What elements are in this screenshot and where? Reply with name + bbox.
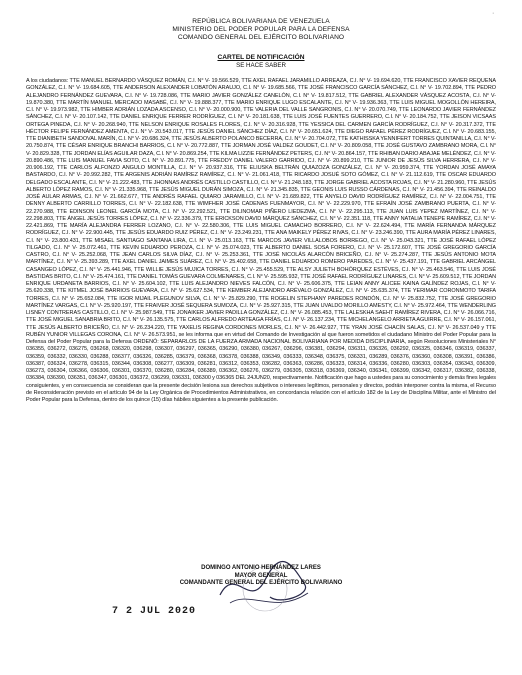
signatory-position: COMANDANTE GENERAL DEL EJÉRCITO BOLIVARIANO: [179, 580, 343, 586]
signatory-rank: MAYOR GENERAL: [234, 572, 288, 579]
document-header: [26, 18, 496, 42]
header-line-ministry: MINISTERIO DEL PODER POPULAR PARA LA DEFENSA: [172, 26, 350, 33]
header-line-command: COMANDO GENERAL DEL EJÉRCITO BOLIVARIANO: [177, 34, 345, 41]
notice-subtitle: SE HACE SABER: [236, 62, 286, 69]
notice-title: CARTEL DE NOTIFICACIÓN: [217, 54, 305, 61]
signature-block: [0, 565, 522, 588]
header-line-republic: REPÚBLICA BOLIVARIANA DE VENEZUELA: [192, 18, 330, 25]
corner-mark: ·: [492, 10, 495, 17]
notice-body: A los ciudadanos: TTE MANUEL BERNARDO VÁSQUEZ ROMÁN, C.I. N° V- 19.566.529, TTE AXEL RAFAEL JARAMILLO ARREAZA, C.I. N° V- 19.694.620, TTE FRANCISCO XAVIER REQUENA GONZÁLEZ, C.I. N° V- 19.684.605, TTE ANDERSON ALEXANDER LOBATÓN ARAUJO, C.I. N° V- 19.685.566, TTE JOSÉ FRANCISCO GARCÍA SÁNCHEZ, C.I. N° V- 19.702.894, TTE PEDRO ALEJANDRO FERNÁNDEZ GUEVARA, C.I. N° V- 19.728.086, TTE MARIO JAVIER GONZÁLEZ CANELÓN, C.I. N° V- 19.817.512, TTE GABRIEL ALEXANDER VÁSQUEZ ACOSTA, C.I. N° V- 19.870.380, TTE MARTÍN MANUEL MERCADO MASABÉ, C.I. N° V- 19.888.377, TTE MARIO ENRIQUE LUGO ESCALANTE, C.I. N° V- 19.936.363, TTE LUIS MIGUEL MOGOLLÓN HEREIRA, C.I. N° V- 19.973.982, TTE HIMBER ADRIÁN LOZADA ASCENSO, C.I. N° V- 20.000.900, TTE VALERIA DEL VALLE SANGRONIS, C.I. N° V- 20.070.749, TTE LEONARDO JAVIER FERNÁNDEZ SÁNCHEZ, C.I. N° V- 20.107.142, TTE DANIEL ENRIQUE FERRER RODRÍGUEZ, C.I. N° V- 20.181.638, TTE LUIS JOSÉ FUENTES GUERRERO, C.I. N° V- 20.184.752, TTE JEISON VICSAAS ORTEGA PINEDA, C.I. N° V- 20.268.940, TTE NELSON ENRIQUE ROSALES FLORES, C.I. N° V- 20.316.928, TTE YESSICA DEL CARMEN GARCÍA RODRÍGUEZ, C.I. N° V- 20.317.372, TTE HÉCTOR FELIPE FERNÁNDEZ AMENTA, C.I. N° V- 20.543.017, TTE JESÚS DANIEL SÁNCHEZ DÍAZ, C.I. N° V- 20.651.624, TTE DIEGO RAFAEL PÉREZ RODRÍGUEZ, C.I. N° V- 20.683.155, TTE DIANIBETH SANDOVAL MARÍN, C.I. N° V- 20.686.324, TTE JESÚS ALBERTO POLANCO BECERRA, C.I. N° V- 20.704.072, TTE KATHISSKA YENNIFERT TORRES QUINTANILLA, C.I. N° V- 20.750.874, TTE CÉSAR ENRIQUE BRANCHI BARRIOS, C.I. N° V- 20.772.887, TTE JORMAN JOSÉ VALDEZ GOUDET, C.I. N° V- 20.809.058, TTE JOSÉ GUSTAVO ZAMBRANO MORA, C.I. N° V- 20.829.328, TTE JORDAN ELÍAS AGUILAR DAZA, C.I. N° V- 20.869.254, TTE KILMA LIZZIE FERNÁNDEZ PETERS, C.I. N° V- 20.864.157, TTE RHIBAN DARIO ABAJAE MELÉNDEZ, C.I. N° V- 20.890.486, TTE LUIS MANUEL FAVIA SOTO, C.I. N° V- 20.891.775, TTE FREDDY DANIEL VALERO GARRIDO, C.I. N° V- 20.899.210, TTE JUNIOR DE JESÚS SILVA HERRERA, C.I. N° V- 20.906.192, TTE CARLOS ALFONZO ANGULO MONTILLA, C.I. N° V- 20.937.316, TTE ELIUSKA BELTRÁN QUIAZOZA GONZÁLEZ, C.I. N° V- 20.959.374, TTE YORDAN JOSÉ AMAYA BASTARDO, C.I. N° V- 20.992.282, TTE ARGENIS ADRIÁN RAMÍREZ RAMÍREZ, C.I. N° V- 21.061.418, TTE RICARDO JOSUÉ SOTO GÓMEZ, C.I. N° V- 21.112.619, TTE OSCAR EDUARDO DELGADO ESCALANTE, C.I. N° V- 21.222.483, TTE JHONNAS ANDRÉS CASTILLO CASTILLO, C.I. N° V- 21.248.183, TTE JORGE GABRIEL ACOSTA ROJAS, C.I. N° V- 21.280.960, TTE JESÚS ALBERTO LÓPEZ RAMOS, C.I. N° V- 21.335.968, TTE JESÚS MIGUEL DURÁN SIMOZA, C.I. N° V- 21.345.835, TTE GEONIS LUIS RUSSO CÁRDENAS, C.I. N° V- 21.456.394, TTE REINALDO JOSÉ AULAR ARMAS, C.I. N° V- 21.662.677, TTE ANDRÉS RAFAEL QUIARO JARAMILLO, C.I. N° V- 21.689.822, TTE ANYELO DAVID RODRÍGUEZ RAMÍREZ, C.I. N° V- 22.004.751, TTE DENNY ALBERTO CARRILLO TORRES, C.I. N° V- 22.182.638, TTE WIMFHER JOSÉ CADENAS FUENMAYOR, C.I. N° V- 22.229.970, TTE EFRAÍN JOSÉ ZAMBRANO PUERTA, C.I. N° V- 22.270.988, TTE EDINSON LEONEL GARCÍA MOTA, C.I. N° V- 22.292.521, TTE DILINOMAR PIÑERO LIEDEZMA, C.I. N° V- 22.295.113, TTE JUAN LUIS YEPEZ MARTÍNEZ, C.I. N° V- 22.298.803, TTE ÁNGEL JESÚS TORRES LÓPEZ, C.I. N° V- 22.336.379, TTE ERICKSON DAVID MÁRQUEZ SÁNCHEZ, C.I. N° V- 22.351.118, TTE ANNY NATALIA TENEPE RAMÍREZ, C.I. N° V- 22.421.869, TTE MARÍA ALEJANDRA FERRER LOZANO, C.I. N° V- 22.580.306, TTE LUIS MIGUEL CAMACHO BORRERO, C.I. N° V- 22.624.494, TTE MARÍA FERNANDA MÁRQUEZ RODRÍGUEZ, C.I. N° V- 22.900.445, TTE JESÚS EDUARDO RUIZ PÉREZ, C.I. N° V- 23.249.231, TTE ANA MAIKELY PÉREZ RIVAS, C.I. N° V- 23.246.390, TTE AURA MARÍA PÉREZ LINARES, C.I. N° V- 23.800.431, TTE MISAEL SANTIAGO SANTANA LIRA, C.I. N° V- 25.013.163, TTE MARCOS JAVIER VILLALOBOS BORREGO, C.I. N° V- 25.043.321, TTE JOSÉ RAFAEL LÓPEZ TILGADO, C.I. N° V- 25.072.461, TTE KEVIN EDUARDO PEROZA, C.I. N° V- 25.074.023, TTE ALBERTO DANIEL SOSA FORERO, C.I. N° V- 25.172.607, TTE JOSÉ GREGORIO GARCÍA CASTRO, C.I. N° V- 25.252.068, TTE JEAN CARLOS SILVA DÍAZ, C.I. N° V- 25.253.361, TTE JOSÉ NICOLÁS ALARCÓN BRICEÑO, C.I. N° V- 25.274.287, TTE JESÚS ANTONIO MOTA MARTÍNEZ, C.I. N° V- 25.393.289, TTE AXEL DANIEL JAIMES SUÁREZ, C.I. N° V- 25.402.658, TTE DANIEL EDUARDO ROMERO PAREDES, C.I. N° V- 25.437.191, TTE GABRIEL ARCÁNGEL CASANGEO LÓPEZ, C.I. N° V- 25.441.946, TTE WILLIE JESÚS MUJICA TORRES, C.I. N° V- 25.455.529, TTE ALSY JULIETH BOHÓRQUEZ ESTÉVES, C.I. N° V- 25.463.546, TTE LUIS JOSÉ BASTIDAS BRITO, C.I. N° V- 25.474.161, TTE DANIEL TOMÁS GUEVARA COLMENARES, C.I. N° V- 25.595.932, TTE JOSÉ RAFAEL RODRÍGUEZ LINARES, C.I. N° V- 25.609.512, TTE JORDAN ENRIQUE URDANETA BARRIOS, C.I. N° V- 25.604.102, TTE LUIS ALEJANDRO NIEVES FALCÓN, C.I. N° V- 25.606.375, TTE LEIAN ANNY ALICEE KAINA GALÍNDEZ ROJAS, C.I. N° V- 25.620.338, TTE KITMEL JOSÉ BARRIOS GUEVARA, C.I. N° V- 25.627.534, TTE KEMBER ALEJANDRO ARÉVALO GONZÁLEZ, C.I. N° V- 25.635.374, TTE YERIMAR CORONMOTO TARIFA TORRES, C.I. N° V- 25.652.084, TTE IGOR MIJAIL PLEGUNOV SILVA, C.I. N° V- 25.829.290, TTE ROGELIN STEPHANY PAREDES RONDÓN, C.I. N° V- 25.832.752, TTE JOSÉ GREGORIO MARTÍNEZ VARGAS, C.I. N° V- 25.920.197, TTE FRAIVER JOSÉ SEQUERA SUMOZA, C.I. N° V- 25.927.315, TTE JUAN UVALDO MORILLO AMESTY, C.I. N° V- 25.972.464, TTE WENDERLING LISNEY CONTRERAS CASTILLO, C.I. N° V- 25.987.549, TTE JONAIKER JAVIER PADILLA GONZÁLEZ, C.I. N° V- 26.085.453, TTE LALESKHA SAEHT RAMÍREZ RIVERA, C.I. N° V- 26.066.716, TTE JOSÉ MIGUEL SANABRIA BRITO, C.I. N° V- 26.135.575, TTE CARLOS ALFREDO ARTEAGA FRÍAS, C.I. N° V- 26.137.234, TTE MICHELANGELO ARRIETA AGUIRRE, C.I. N° V- 26.157.061, TTE JESÚS ALBERTO BRICEÑO, C.I. N° V- 26.234.220, TTE YAXELIS REGINA CORDONES MORLES, C.I. N° V- 26.442.927, TTE YRAN JOSÉ CHACÍN SALAS, C.I. N° V- 26.537.049 y TTE RUBÉN YUNIOR VILLEGAS CORONA, C.I. N° V- 26.573.951, se les informa que en virtud del Comando de Investigación al que fueron sometidos el ciudadano Ministro del Poder Popular para la Defensa del Poder Popular para la Defensa ORDENÓ: SEPARARLOS DE LA FUERZA ARMADA NACIONAL BOLIVARIANA POR MEDIDA DISCIPLINARIA, según Resoluciones Ministeriales N° 036355, 036272, 036275, 036268, 036320, 036298, 036307, 036297, 036365, 036290, 036380, 036267, 036296, 036381, 036294, 036311, 036326, 036292, 036325, 036346, 036319, 036337, 036359, 036332, 036330, 036288, 036377, 036326, 036285, 036379, 036368, 036378, 036388, 036349, 036333, 036348, 036375, 036331, 036289, 036376, 036360, 036308, 036391, 036386, 036387, 036324, 036278, 036315, 036344, 036308, 036277, 036309, 036281, 036312, 036353, 036282, 036363, 036286, 036323, 036314, 036336, 036280, 036303, 036354, 036343, 036309, 036273, 036304, 036366, 036306, 036301, 036370, 036280, 036284, 036389, 036362, 036276, 036279, 036305, 036318, 036369, 036340, 036341, 036399, 036342, 036317, 036382, 036338, 036384, 036390, 036351, 036347, 036301, 036372, 036299, 036331, 036300 y 036365 DEL 24JUN20, respectivamente. Notificación que hago a ustedes para su conocimiento y demás fines legales consiguientes, y en consecuencia se consideran que la presente decisión lesiona sus derechos subjetivos o intereses legítimos, personales y directos, podrán interponer contra la misma, el Recurso de Reconsideración previsto en el artículo 94 de la Ley Orgánica de Procedimientos Administrativos, en concordancia relación con el artículo 182 de la Ley de Disciplina Militar, ante el Ministro del Poder Popular para la Defensa, dentro de los quince (15) días hábiles siguientes a la presente publicación.: [26, 78, 496, 403]
signatory-name: DOMINGO ANTONIO HERNÁNDEZ LARES: [201, 565, 321, 571]
date-stamp: 7 2 JUL 2020: [112, 606, 197, 617]
